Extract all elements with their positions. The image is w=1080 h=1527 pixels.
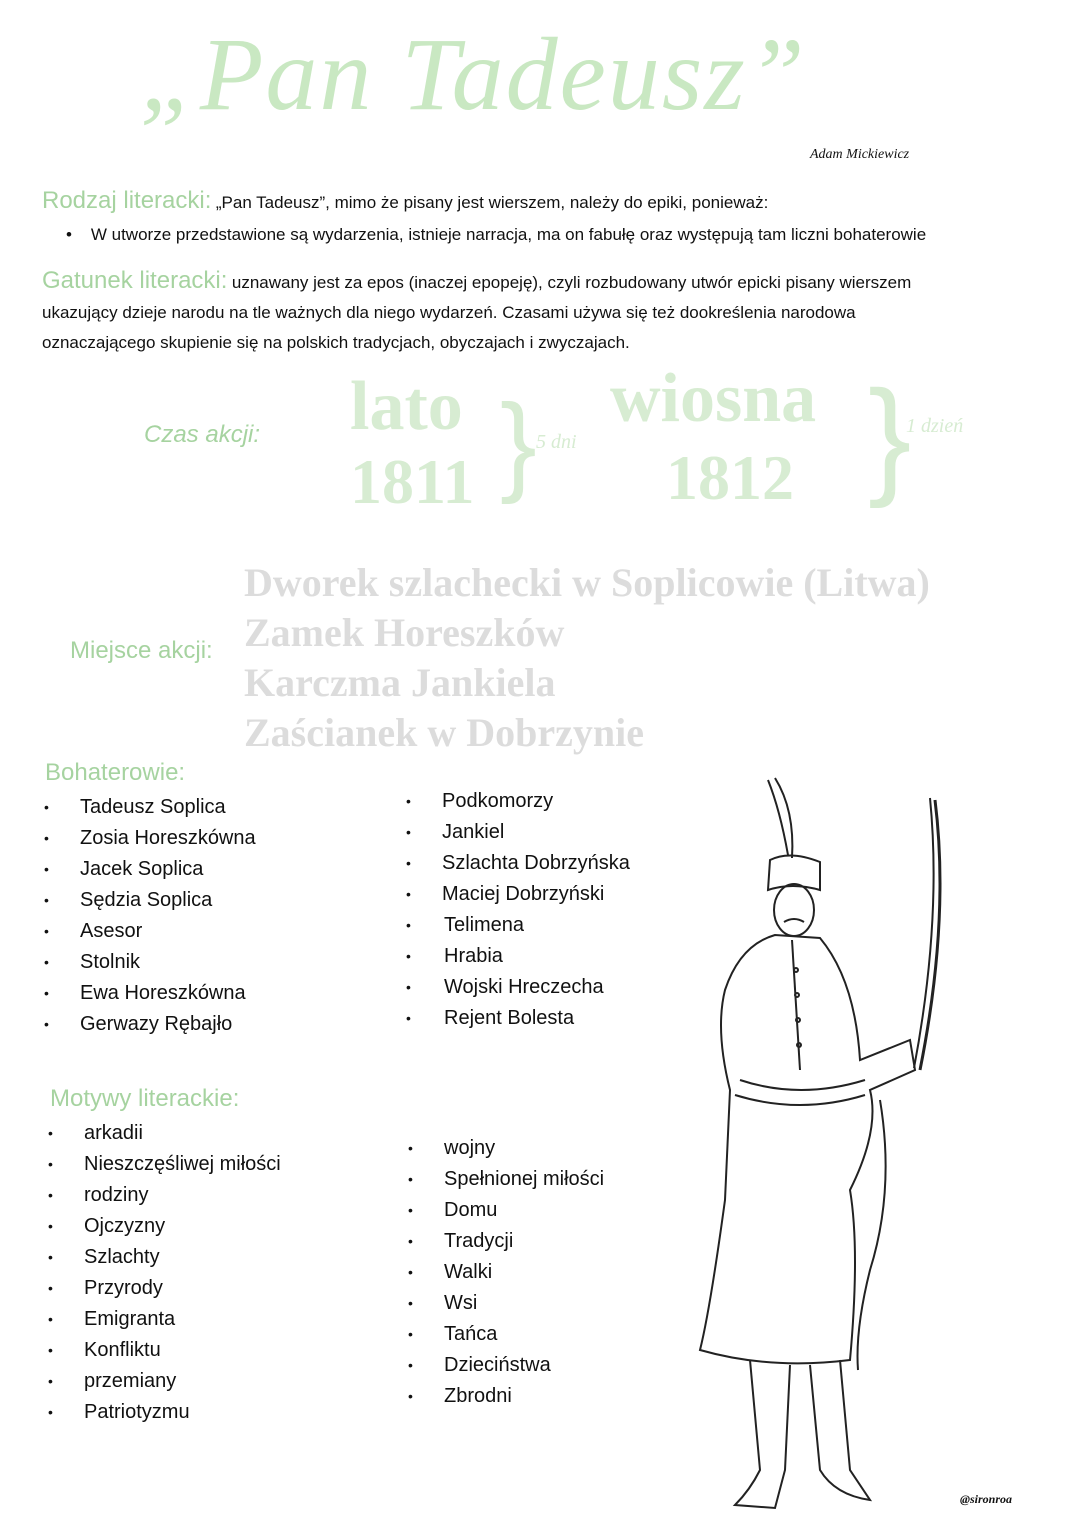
motif-item: • Zbrodni [408, 1381, 708, 1412]
motif-item: • Patriotyzmu [48, 1397, 378, 1428]
motywy-col2 [408, 1133, 708, 1412]
rodzaj-section [42, 186, 768, 219]
place: Zamek Horeszków [244, 610, 565, 655]
character-item: • Szlachta Dobrzyńska [406, 848, 706, 879]
motif-item: • Przyrody [48, 1273, 378, 1304]
rodzaj-bullet: • W utworze przedstawione są wydarzenia, istnieje narracja, ma on fabułę oraz występują tam liczni bohaterowie [66, 225, 927, 244]
season-a: lato [350, 368, 463, 445]
character-item: • Wojski Hreczecha [406, 972, 706, 1003]
gatunek-section [42, 266, 911, 358]
duration-b: 1 dzień [906, 415, 964, 437]
place: Karczma Jankiela [244, 660, 556, 705]
bohaterowie-col1 [44, 792, 374, 1040]
motif-item: • Wsi [408, 1288, 708, 1319]
motif-item: • Dzieciństwa [408, 1350, 708, 1381]
place: Zaścianek w Dobrzynie [244, 710, 644, 755]
character-item: • Stolnik [44, 947, 374, 978]
rodzaj-label: Rodzaj literacki: [42, 187, 212, 214]
places-list [244, 558, 930, 758]
author: Adam Mickiewicz [810, 147, 910, 162]
motif-item: • Emigranta [48, 1304, 378, 1335]
bohaterowie-label: Bohaterowie: [45, 759, 186, 786]
character-item: • Hrabia [406, 941, 706, 972]
character-item: • Zosia Horeszkówna [44, 823, 374, 854]
gatunek-line: oznaczającego skupienie się na polskich tradycjach, obyczajach i zwyczajach. [42, 333, 630, 352]
nobleman-illustration [680, 770, 970, 1515]
page-title: „Pan Tadeusz” [140, 17, 807, 132]
character-item: • Asesor [44, 916, 374, 947]
motif-item: • Tradycji [408, 1226, 708, 1257]
year-a: 1811 [350, 446, 475, 517]
motif-item: • Nieszczęśliwej miłości [48, 1149, 378, 1180]
motif-item: • Walki [408, 1257, 708, 1288]
character-item: • Rejent Bolesta [406, 1003, 706, 1034]
character-item: • Gerwazy Rębajło [44, 1009, 374, 1040]
motywy-label: Motywy literackie: [50, 1085, 240, 1112]
motif-item: • arkadii [48, 1118, 378, 1149]
motywy-col1 [48, 1118, 378, 1428]
motif-item: • Tańca [408, 1319, 708, 1350]
brace-b: } [868, 363, 912, 509]
miejsce-label: Miejsce akcji: [70, 637, 213, 664]
motif-item: • wojny [408, 1133, 708, 1164]
season-b: wiosna [610, 360, 817, 437]
motif-item: • przemiany [48, 1366, 378, 1397]
motif-item: • Szlachty [48, 1242, 378, 1273]
duration-a: 5 dni [536, 431, 577, 453]
character-item: • Ewa Horeszkówna [44, 978, 374, 1009]
motif-item: • Domu [408, 1195, 708, 1226]
signature: @sironroa [960, 1492, 1013, 1506]
character-item: • Sędzia Soplica [44, 885, 374, 916]
character-item: • Podkomorzy [406, 786, 706, 817]
czas-label: Czas akcji: [144, 421, 261, 448]
character-item: • Maciej Dobrzyński [406, 879, 706, 910]
place: Dworek szlachecki w Soplicowie (Litwa) [244, 560, 930, 605]
brace-a: } [500, 382, 537, 505]
character-item: • Telimena [406, 910, 706, 941]
motif-item: • rodziny [48, 1180, 378, 1211]
character-item: • Jankiel [406, 817, 706, 848]
motif-item: • Ojczyzny [48, 1211, 378, 1242]
motif-item: • Spełnionej miłości [408, 1164, 708, 1195]
rodzaj-bullet-text: W utworze przedstawione są wydarzenia, istnieje narracja, ma on fabułę oraz występują tam liczni bohaterowie [90, 225, 927, 244]
character-item: • Jacek Soplica [44, 854, 374, 885]
gatunek-line: uznawany jest za epos (inaczej epopeję), czyli rozbudowany utwór epicki pisany wierszem [231, 273, 912, 292]
bohaterowie-col2 [406, 786, 706, 1034]
character-item: • Tadeusz Soplica [44, 792, 374, 823]
rodzaj-text: „Pan Tadeusz”, mimo że pisany jest wierszem, należy do epiki, ponieważ: [215, 193, 769, 212]
year-b: 1812 [666, 442, 794, 513]
gatunek-line: ukazujący dzieje narodu na tle ważnych dla niego wydarzeń. Czasami używa się też dookreślenia narodowa [42, 303, 856, 322]
gatunek-label: Gatunek literacki: [42, 267, 228, 294]
motif-item: • Konfliktu [48, 1335, 378, 1366]
